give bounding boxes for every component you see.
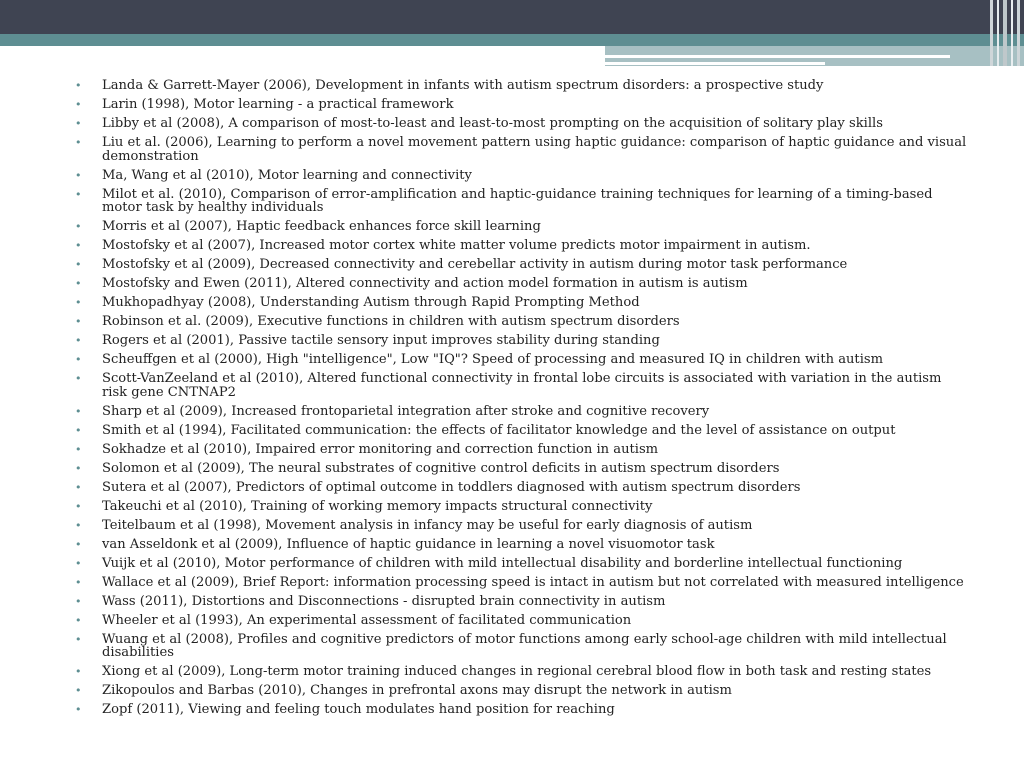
bullet-icon: • [75,117,82,130]
bullet-icon: • [75,220,82,233]
bullet-icon: • [75,296,82,309]
bullet-icon: • [75,277,82,290]
reference-item [75,633,970,660]
reference-text: Solomon et al (2009), The neural substrates of cognitive control deficits in autism spectrum disorders [102,460,780,476]
bullet-icon: • [75,334,82,347]
reference-item [75,665,970,679]
bullet-icon: • [75,665,82,678]
reference-item [75,481,970,495]
reference-item [75,296,970,310]
bullet-icon: • [75,98,82,111]
reference-item [75,79,970,93]
reference-text: Liu et al. (2006), Learning to perform a novel movement pattern using haptic guidance: comparison of haptic guidance and visual demonstration [102,135,967,164]
reference-text: Xiong et al (2009), Long-term motor training induced changes in regional cerebral blood flow in both task and resting states [102,664,932,679]
reference-list [75,79,970,722]
reference-item [75,557,970,571]
bullet-icon: • [75,703,82,716]
reference-text: Milot et al. (2010), Comparison of error-amplification and haptic-guidance training techniques for learning of a timing-based motor task by healthy individuals [102,186,933,215]
bullet-icon: • [75,575,82,589]
bullet-icon: • [75,613,82,627]
bullet-icon: • [75,594,82,608]
reference-item [75,443,970,457]
reference-item [75,614,970,628]
bullet-icon: • [75,136,82,149]
reference-item [75,462,970,476]
reference-item [75,169,970,183]
reference-item [75,500,970,514]
reference-text: Mukhopadhyay (2008), Understanding Autism through Rapid Prompting Method [102,295,640,310]
bullet-icon: • [75,499,82,513]
reference-item [75,538,970,552]
reference-item [75,684,970,698]
reference-text: Mostofsky and Ewen (2011), Altered connectivity and action model formation in autism is autism [102,276,748,291]
reference-text: Ma, Wang et al (2010), Motor learning and connectivity [102,167,472,183]
bullet-icon: • [75,79,82,92]
reference-item [75,703,970,717]
reference-text: Landa & Garrett-Mayer (2006), Development in infants with autism spectrum disorders: a prospective study [102,78,824,93]
bullet-icon: • [75,480,82,494]
reference-text: van Asseldonk et al (2009), Influence of haptic guidance in learning a novel visuomotor task [102,536,715,552]
bullet-icon: • [75,353,82,366]
bullet-icon: • [75,537,82,551]
reference-text: Libby et al (2008), A comparison of most-to-least and least-to-most prompting on the acquisition of solitary play skills [102,116,883,131]
reference-text: Wheeler et al (1993), An experimental assessment of facilitated communication [102,612,632,628]
reference-item [75,136,970,163]
reference-text: Vuijk et al (2010), Motor performance of children with mild intellectual disability and borderline intellectual functioning [102,555,903,571]
reference-item [75,315,970,329]
reference-item [75,188,970,215]
reference-item [75,519,970,533]
reference-text: Morris et al (2007), Haptic feedback enhances force skill learning [102,219,541,234]
header-teal-band [0,34,1024,46]
bullet-icon: • [75,632,82,646]
header-accent-stripe [605,62,825,65]
reference-item [75,595,970,609]
reference-text: Scheuffgen et al (2000), High "intelligence", Low "IQ"? Speed of processing and measured IQ in children with autism [102,352,884,367]
bullet-icon: • [75,372,82,385]
bullet-icon: • [75,315,82,328]
reference-item [75,372,970,399]
reference-text: Sutera et al (2007), Predictors of optimal outcome in toddlers diagnosed with autism spectrum disorders [102,479,801,495]
bullet-icon: • [75,168,82,182]
header-vertical-line [1011,0,1013,66]
reference-item [75,576,970,590]
reference-text: Mostofsky et al (2007), Increased motor cortex white matter volume predicts motor impairment in autism. [102,238,811,253]
reference-text: Sharp et al (2009), Increased frontoparietal integration after stroke and cognitive recovery [102,403,710,419]
header-vertical-line [1017,0,1020,66]
bullet-icon: • [75,684,82,697]
reference-item [75,353,970,367]
reference-item [75,405,970,419]
header-vertical-line [1003,0,1007,66]
reference-item [75,424,970,438]
reference-text: Wass (2011), Distortions and Disconnections - disrupted brain connectivity in autism [102,593,666,609]
reference-text: Teitelbaum et al (1998), Movement analysis in infancy may be useful for early diagnosis of autism [102,517,753,533]
reference-text: Larin (1998), Motor learning - a practical framework [102,97,454,112]
bullet-icon: • [75,442,82,456]
reference-item [75,334,970,348]
bullet-icon: • [75,556,82,570]
reference-text: Rogers et al (2001), Passive tactile sensory input improves stability during standing [102,333,660,348]
header-dark-band [0,0,1024,34]
reference-text: Wuang et al (2008), Profiles and cognitive predictors of motor functions among early school-age children with mild intellectual disabilities [102,631,947,660]
reference-text: Robinson et al. (2009), Executive functions in children with autism spectrum disorders [102,314,680,329]
reference-text: Wallace et al (2009), Brief Report: information processing speed is intact in autism but not correlated with measured intelligence [102,574,964,590]
reference-item [75,98,970,112]
bullet-icon: • [75,239,82,252]
reference-text: Takeuchi et al (2010), Training of working memory impacts structural connectivity [102,498,653,514]
reference-item [75,277,970,291]
reference-item [75,117,970,131]
reference-text: Sokhadze et al (2010), Impaired error monitoring and correction function in autism [102,441,659,457]
reference-item [75,258,970,272]
reference-text: Zikopoulos and Barbas (2010), Changes in prefrontal axons may disrupt the network in autism [102,683,732,698]
reference-text: Zopf (2011), Viewing and feeling touch modulates hand position for reaching [102,702,615,717]
bullet-icon: • [75,461,82,475]
bullet-icon: • [75,187,82,201]
bullet-icon: • [75,258,82,271]
reference-text: Scott-VanZeeland et al (2010), Altered functional connectivity in frontal lobe circuits is associated with variation in the autism risk gene CNTNAP2 [102,371,942,400]
bullet-icon: • [75,518,82,532]
reference-text: Mostofsky et al (2009), Decreased connectivity and cerebellar activity in autism during motor task performance [102,257,848,272]
reference-text: Smith et al (1994), Facilitated communication: the effects of facilitator knowledge and the level of assistance on output [102,422,896,438]
reference-item [75,220,970,234]
bullet-icon: • [75,423,82,437]
bullet-icon: • [75,404,82,418]
header-accent-stripe [605,55,950,58]
header-vertical-line [990,0,993,66]
header-vertical-line [997,0,999,66]
reference-item [75,239,970,253]
